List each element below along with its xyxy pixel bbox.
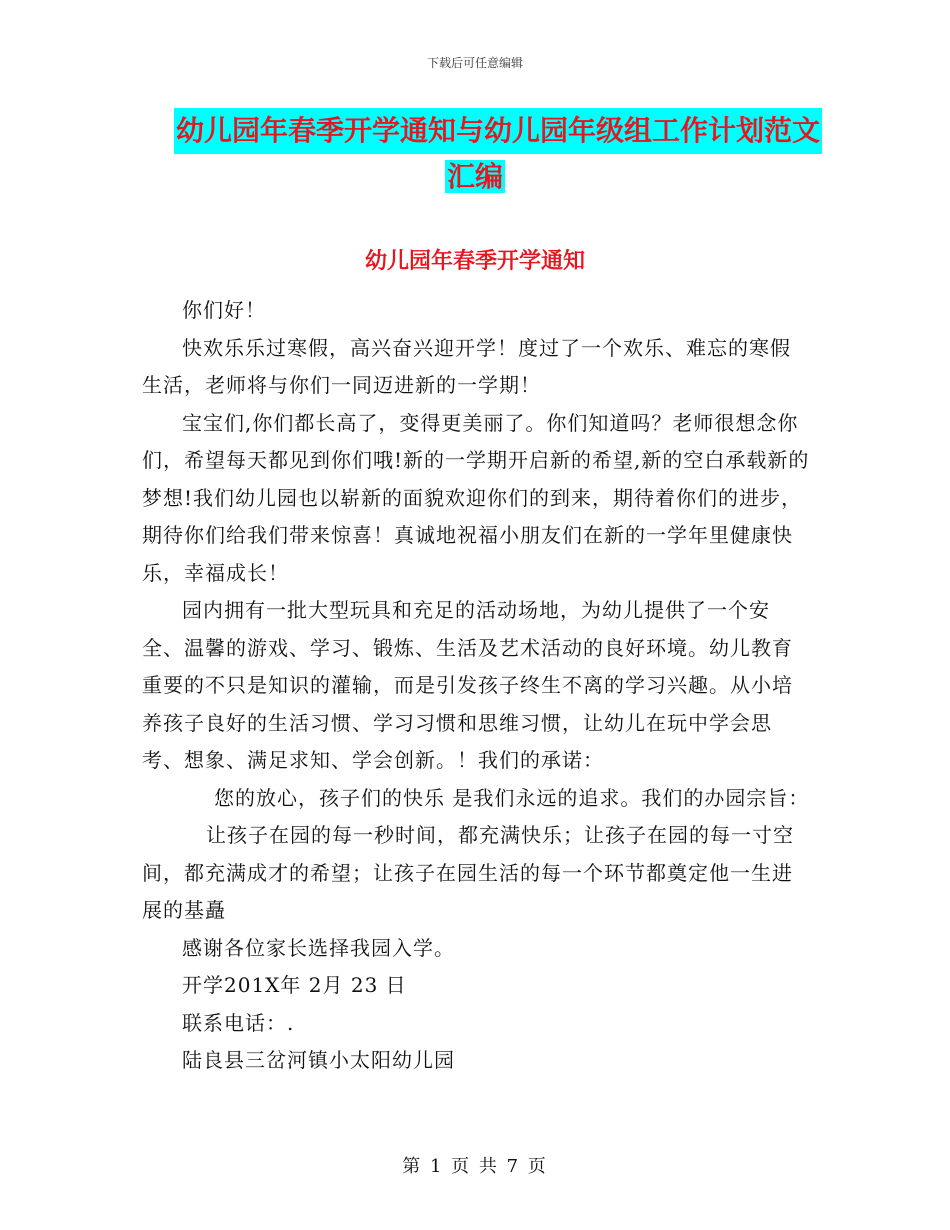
body-paragraph: 快欢乐乐过寒假，高兴奋兴迎开学！度过了一个欢乐、难忘的寒假生活，老师将与你们一同迈进新的一学期！ — [142, 335, 791, 397]
body-paragraph: 宝宝们,你们都长高了，变得更美丽了。你们知道吗？老师很想念你们，希望每天都见到你们哦!新的一学期开启新的希望,新的空白承载新的梦想!我们幼儿园也以崭新的面貌欢迎你们的到来，期待着你们的进步，期待你们给我们带来惊喜！真诚地祝福小朋友们在新的一学年里健康快乐，幸福成长！ — [142, 410, 810, 585]
contact-phone: 联系电话：. — [182, 1010, 295, 1035]
body-paragraph: 感谢各位家长选择我园入学。 — [182, 935, 455, 960]
document-title-line1: 幼儿园年春季开学通知与幼儿园年级组工作计划范文 — [174, 108, 822, 154]
section-title: 幼儿园年春季开学通知 — [364, 248, 585, 274]
kindergarten-name: 陆良县三岔河镇小太阳幼儿园 — [182, 1048, 455, 1072]
document-body — [142, 292, 810, 1080]
document-title-line2: 汇编 — [446, 160, 503, 193]
body-paragraph: 让孩子在园的每一秒时间，都充满快乐；让孩子在园的每一寸空间，都充满成才的希望；让孩子在园生活的每一个环节都奠定他一生进展的基矗 — [142, 823, 794, 922]
document-title — [0, 108, 950, 200]
greeting-paragraph: 你们好！ — [182, 298, 266, 322]
start-date: 开学201X年 2月 23 日 — [182, 973, 407, 997]
header-note: 下载后可任意编辑 — [426, 56, 523, 70]
body-paragraph: 园内拥有一批大型玩具和充足的活动场地，为幼儿提供了一个安全、温馨的游戏、学习、锻炼、生活及艺术活动的良好环境。幼儿教育重要的不只是知识的灌输，而是引发孩子终生不离的学习兴趣。从小培养孩子良好的生活习惯、学习习惯和思维习惯，让幼儿在玩中学会思考、想象、满足求知、学会创新。！我们的承诺： — [142, 598, 793, 772]
page-footer: 第 1 页 共 7 页 — [402, 1156, 548, 1177]
body-paragraph: 您的放心，孩子们的快乐 是我们永远的追求。我们的办园宗旨： — [214, 785, 810, 810]
